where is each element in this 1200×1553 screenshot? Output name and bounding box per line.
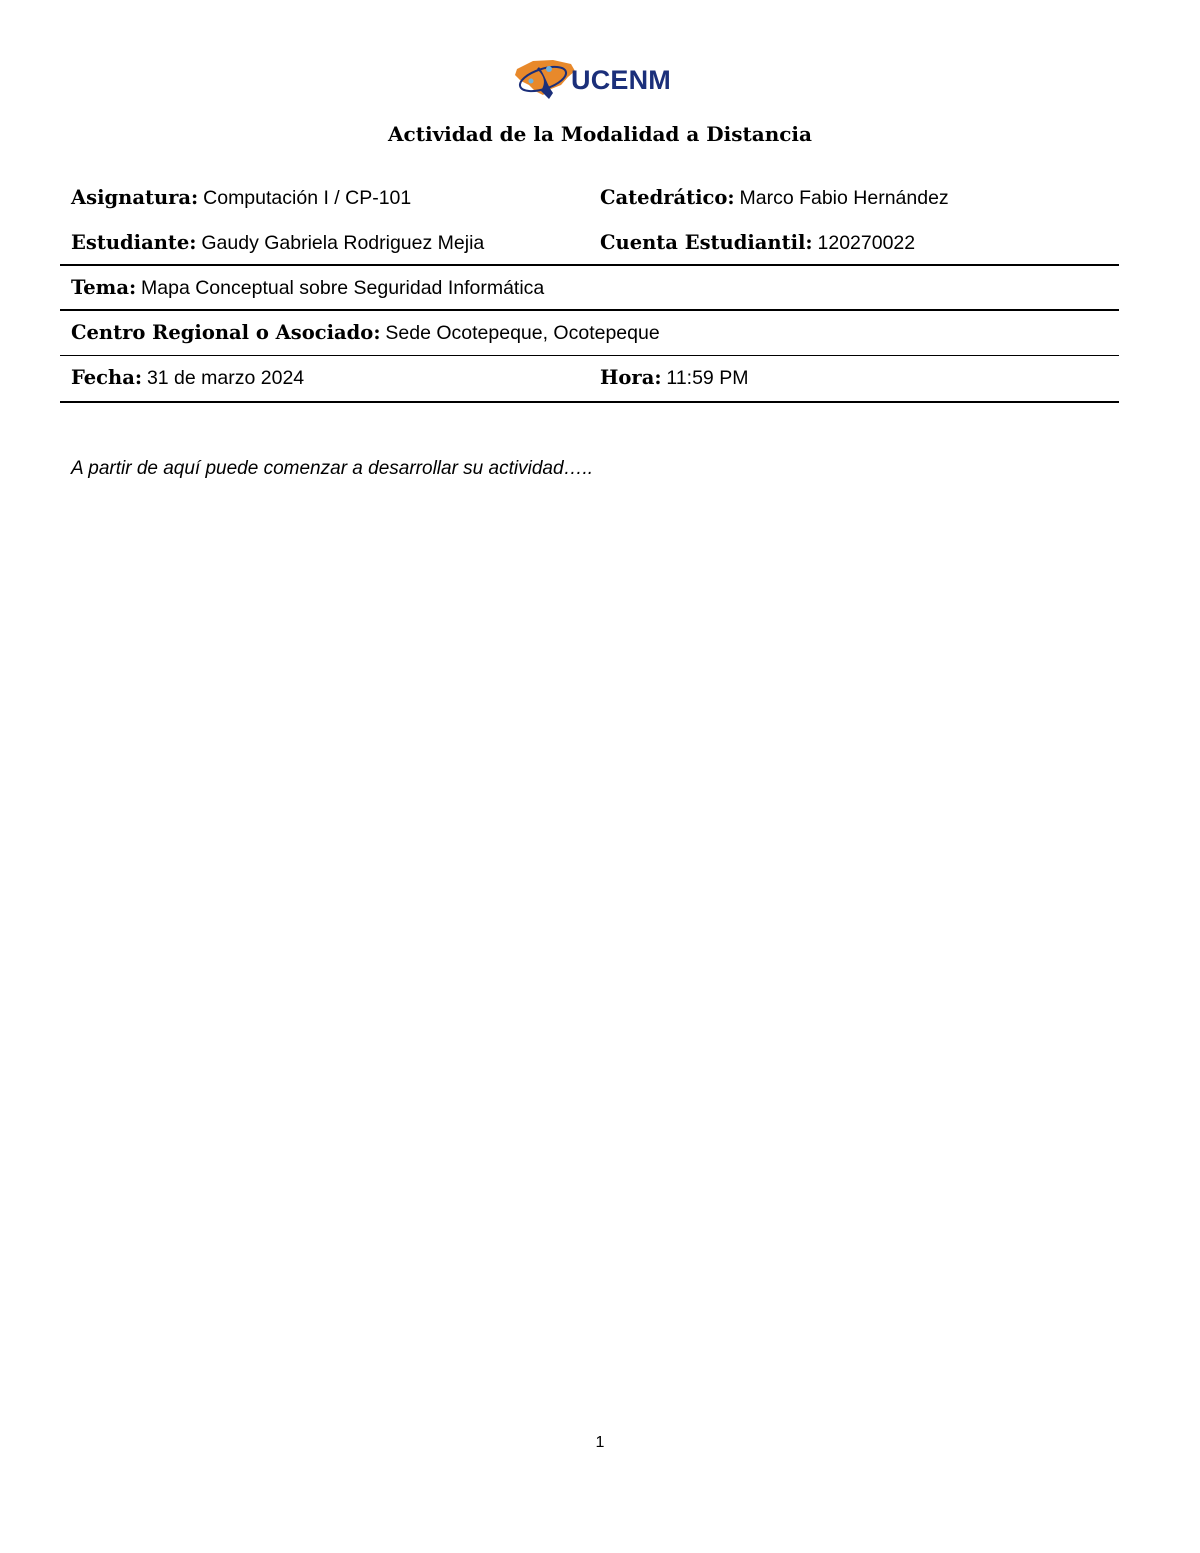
ucenm-logo <box>513 55 671 105</box>
catedratico-label: Catedrático: <box>600 186 735 209</box>
tema-label: Tema: <box>71 276 137 299</box>
centro-field <box>71 321 660 345</box>
asignatura-value: Computación I / CP-101 <box>203 187 412 209</box>
divider <box>60 355 1119 356</box>
cuenta-field <box>600 231 915 255</box>
tema-value: Mapa Conceptual sobre Seguridad Informática <box>141 277 545 299</box>
fecha-field <box>71 366 304 390</box>
catedratico-value: Marco Fabio Hernández <box>739 187 949 209</box>
page-number: 1 <box>595 1434 605 1451</box>
asignatura-field <box>71 186 411 210</box>
centro-label: Centro Regional o Asociado: <box>71 321 381 344</box>
divider <box>60 264 1119 266</box>
estudiante-value: Gaudy Gabriela Rodriguez Mejia <box>201 232 485 254</box>
divider <box>60 309 1119 311</box>
document-title: Actividad de la Modalidad a Distancia <box>388 122 812 146</box>
cuenta-value: 120270022 <box>817 232 916 254</box>
logo-text: UCENM <box>571 65 671 95</box>
estudiante-label: Estudiante: <box>71 231 197 254</box>
hora-field <box>600 366 748 390</box>
asignatura-label: Asignatura: <box>71 186 199 209</box>
centro-value: Sede Ocotepeque, Ocotepeque <box>385 322 660 344</box>
cuenta-label: Cuenta Estudiantil: <box>600 231 813 254</box>
estudiante-field <box>71 231 484 255</box>
catedratico-field <box>600 186 949 210</box>
hora-value: 11:59 PM <box>666 367 749 389</box>
tema-field <box>71 276 544 300</box>
fecha-value: 31 de marzo 2024 <box>146 367 305 389</box>
body-note: A partir de aquí puede comenzar a desarrollar su actividad….. <box>71 458 594 479</box>
divider <box>60 401 1119 403</box>
hora-label: Hora: <box>600 366 662 389</box>
fecha-label: Fecha: <box>71 366 143 389</box>
